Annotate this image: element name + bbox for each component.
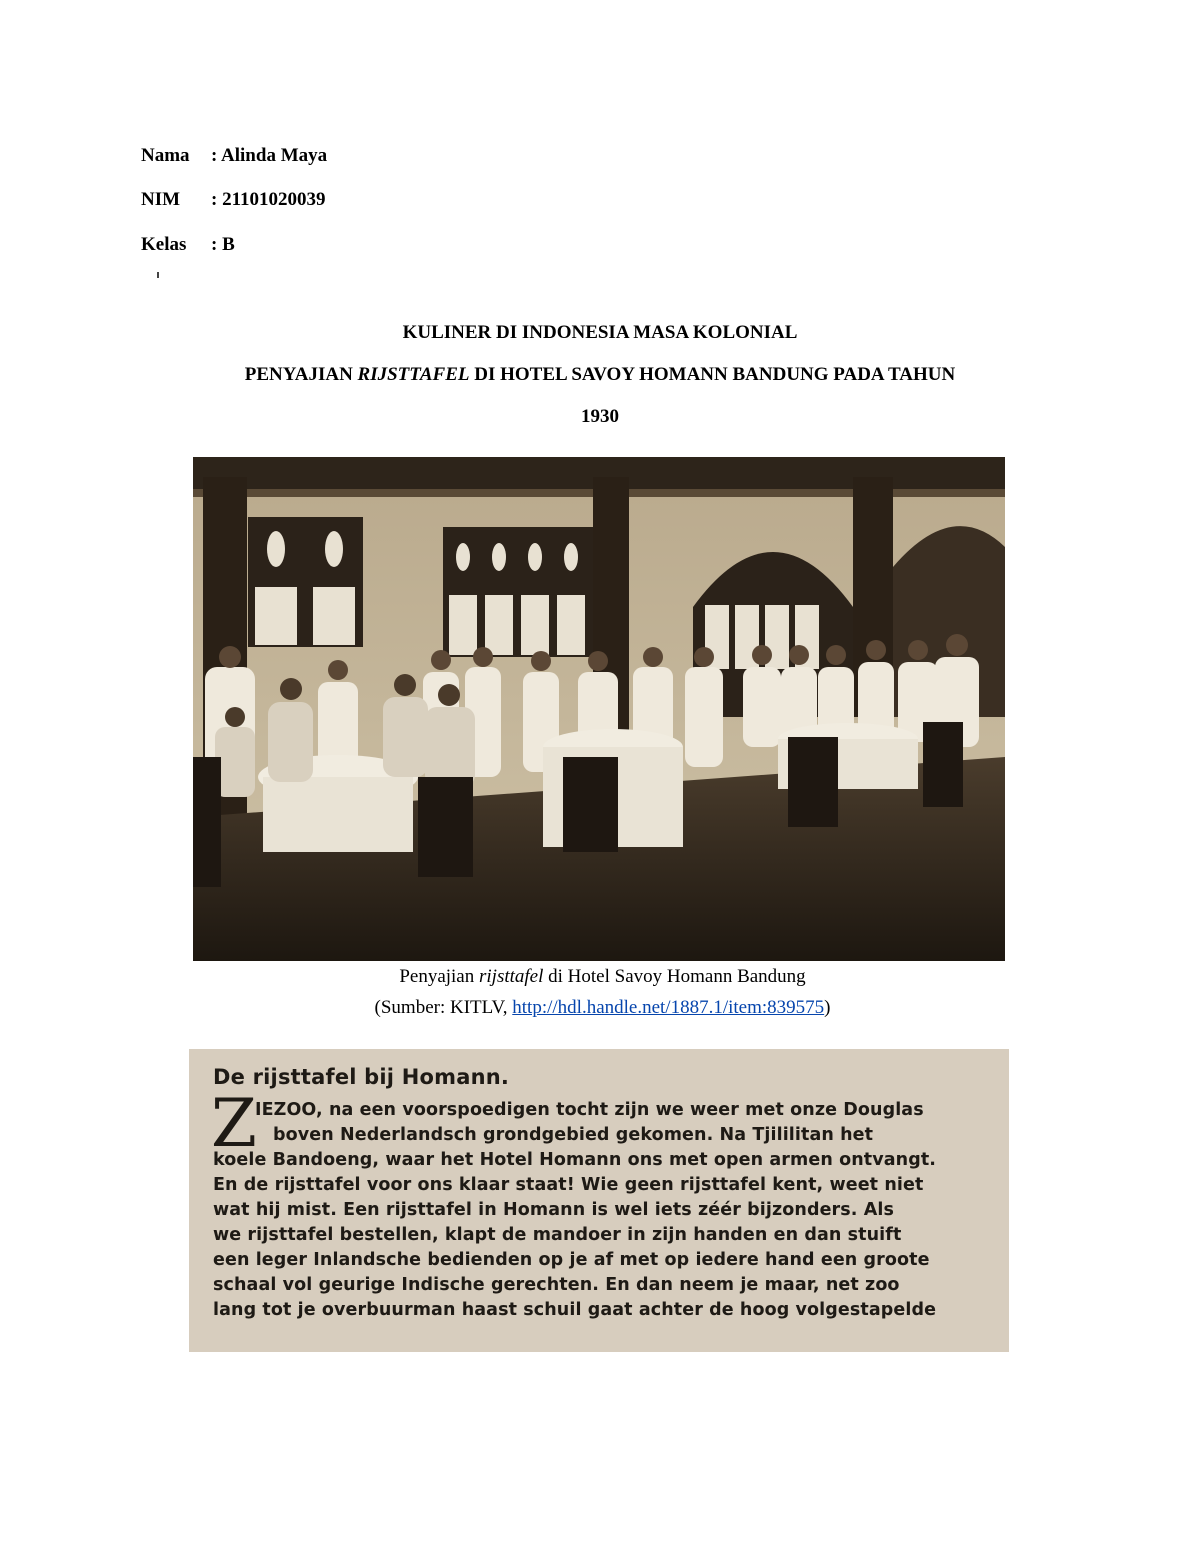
photo-illustration xyxy=(193,457,1005,961)
clipping-line: wat hij mist. Een rijsttafel in Homann is wel iets zéér bijzonders. Als xyxy=(213,1200,894,1220)
caption-italic: rijsttafel xyxy=(479,966,544,987)
student-class-row xyxy=(141,234,235,256)
clipping-line: koele Bandoeng, waar het Hotel Homann ons met open armen ontvangt. xyxy=(213,1150,937,1170)
class-label: Kelas xyxy=(141,234,187,255)
title-line-3: 1930 xyxy=(581,406,619,427)
title-line-2-prefix: PENYAJIAN xyxy=(244,364,358,385)
name-value: : Alinda Maya xyxy=(211,145,328,166)
name-label: Nama xyxy=(141,145,190,166)
figure-source xyxy=(0,997,1200,1019)
figure-caption xyxy=(0,966,1200,988)
source-link[interactable]: http://hdl.handle.net/1887.1/item:839575 xyxy=(512,997,825,1018)
student-name-row xyxy=(141,145,327,167)
clipping-line: boven Nederlandsch grondgebied gekomen. Na Tjililitan het xyxy=(273,1125,874,1145)
stray-mark xyxy=(157,272,159,278)
clipping-line: een leger Inlandsche bedienden op je af met op iedere hand een groote xyxy=(213,1250,930,1270)
newspaper-clipping xyxy=(189,1049,1009,1352)
nim-value: : 21101020039 xyxy=(211,189,326,210)
nim-label: NIM xyxy=(141,189,181,210)
title-line-1: KULINER DI INDONESIA MASA KOLONIAL xyxy=(402,322,798,343)
student-nim-row xyxy=(141,189,326,211)
clipping-line: lang tot je overbuurman haast schuil gaat achter de hoog volgestapelde xyxy=(213,1300,937,1320)
caption-suffix: di Hotel Savoy Homann Bandung xyxy=(543,966,806,987)
clipping-line: En de rijsttafel voor ons klaar staat! Wie geen rijsttafel kent, weet niet xyxy=(213,1175,924,1195)
source-suffix: ) xyxy=(824,997,831,1018)
class-value: : B xyxy=(211,234,235,255)
caption-prefix: Penyajian xyxy=(399,966,479,987)
clipping-drop-cap: Z xyxy=(211,1085,257,1162)
historical-photo xyxy=(193,457,1005,961)
clipping-line: we rijsttafel bestellen, klapt de mandoer in zijn handen en dan stuift xyxy=(213,1225,902,1245)
title-line-2 xyxy=(0,364,1200,386)
title-line-2-suffix: DI HOTEL SAVOY HOMANN BANDUNG PADA TAHUN xyxy=(469,364,956,385)
clipping-headline: De rijsttafel bij Homann. xyxy=(213,1065,510,1089)
source-prefix: (Sumber: KITLV, xyxy=(374,997,513,1018)
title-line-2-italic: RIJSTTAFEL xyxy=(357,364,470,385)
clipping-line: IEZOO, na een voorspoedigen tocht zijn we weer met onze Douglas xyxy=(255,1100,924,1120)
clipping-line: schaal vol geurige Indische gerechten. En dan neem je maar, net zoo xyxy=(213,1275,900,1295)
